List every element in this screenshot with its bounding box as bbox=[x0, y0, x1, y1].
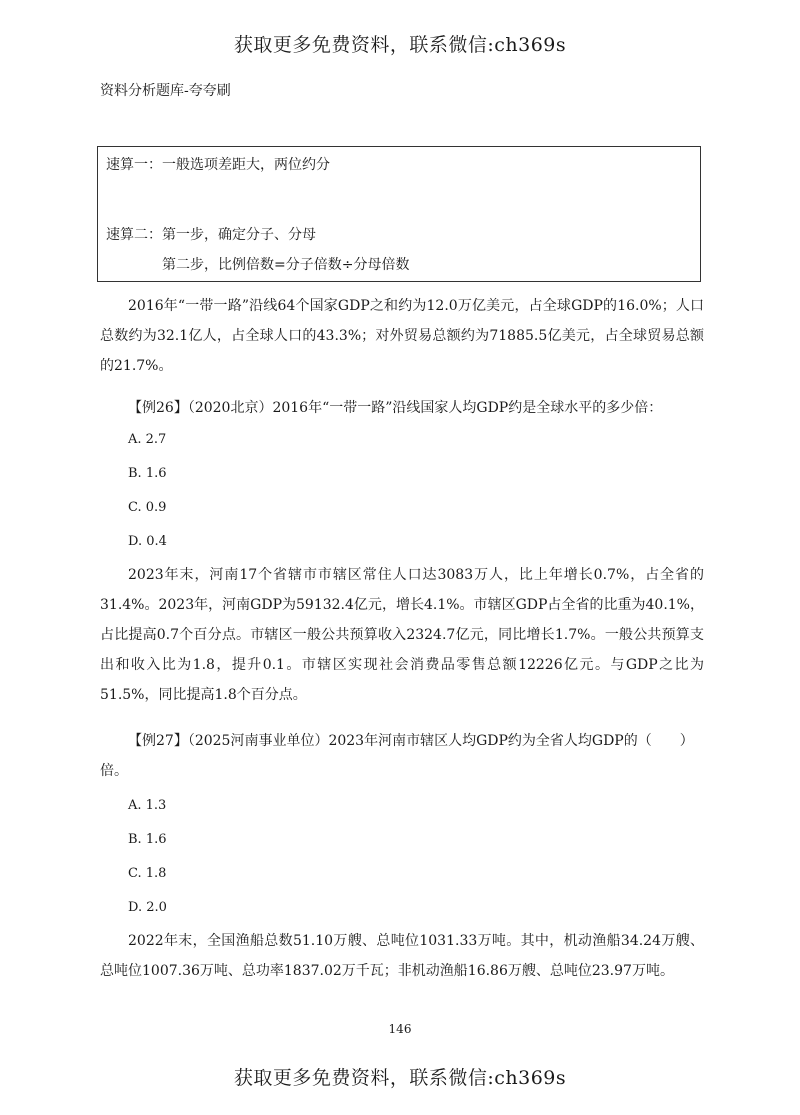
q26-option-d: D. 0.4 bbox=[128, 534, 167, 549]
tip-line-2: 速算二：第一步，确定分子、分母 bbox=[106, 227, 316, 243]
q27-option-a: A. 1.3 bbox=[128, 798, 167, 813]
tip-line-1: 速算一：一般选项差距大，两位约分 bbox=[106, 157, 330, 173]
question-26-title: 【例26】（2020北京）2016年“一带一路”沿线国家人均GDP约是全球水平的多少倍： bbox=[128, 400, 663, 416]
q26-option-a: A. 2.7 bbox=[128, 432, 167, 447]
passage-2: 2023年末，河南17个省辖市市辖区常住人口达3083万人，比上年增长0.7%，占全省的31.4%。2023年，河南GDP为59132.4亿元，增长4.1%。市辖区GDP占全省的比重为40.1%，占比提高0.7个百分点。市辖区一般公共预算收入2324.7亿元，同比增长1.7%。一般公共预算支出和收入比为1.8，提升0.1。市辖区实现社会消费品零售总额12226亿元。与GDP之比为51.5%，同比提高1.8个百分点。 bbox=[100, 567, 704, 703]
question-27-title: 【例27】（2025河南事业单位）2023年河南市辖区人均GDP约为全省人均GDP的（ ）倍。 bbox=[100, 733, 694, 779]
banner-bottom: 获取更多免费资料，联系微信:ch369s bbox=[233, 1067, 567, 1089]
header-title: 资料分析题库-夸夸刷 bbox=[100, 83, 231, 99]
q27-option-d: D. 2.0 bbox=[128, 900, 167, 915]
tip-line-3: 第二步，比例倍数=分子倍数÷分母倍数 bbox=[162, 257, 410, 273]
page-number: 146 bbox=[388, 1022, 412, 1036]
passage-1: 2016年“一带一路”沿线64个国家GDP之和约为12.0万亿美元，占全球GDP的16.0%；人口总数约为32.1亿人，占全球人口的43.3%；对外贸易总额约为71885.5亿美元，占全球贸易总额的21.7%。 bbox=[100, 298, 704, 374]
banner-top: 获取更多免费资料，联系微信:ch369s bbox=[233, 34, 567, 56]
q27-option-c: C. 1.8 bbox=[128, 866, 167, 881]
tip-box bbox=[97, 146, 701, 282]
q26-option-b: B. 1.6 bbox=[128, 466, 167, 481]
passage-3: 2022年末，全国渔船总数51.10万艘、总吨位1031.33万吨。其中，机动渔船34.24万艘、总吨位1007.36万吨、总功率1837.02万千瓦；非机动渔船16.86万艘、总吨位23.97万吨。 bbox=[100, 933, 704, 979]
q27-option-b: B. 1.6 bbox=[128, 832, 167, 847]
q26-option-c: C. 0.9 bbox=[128, 500, 167, 515]
